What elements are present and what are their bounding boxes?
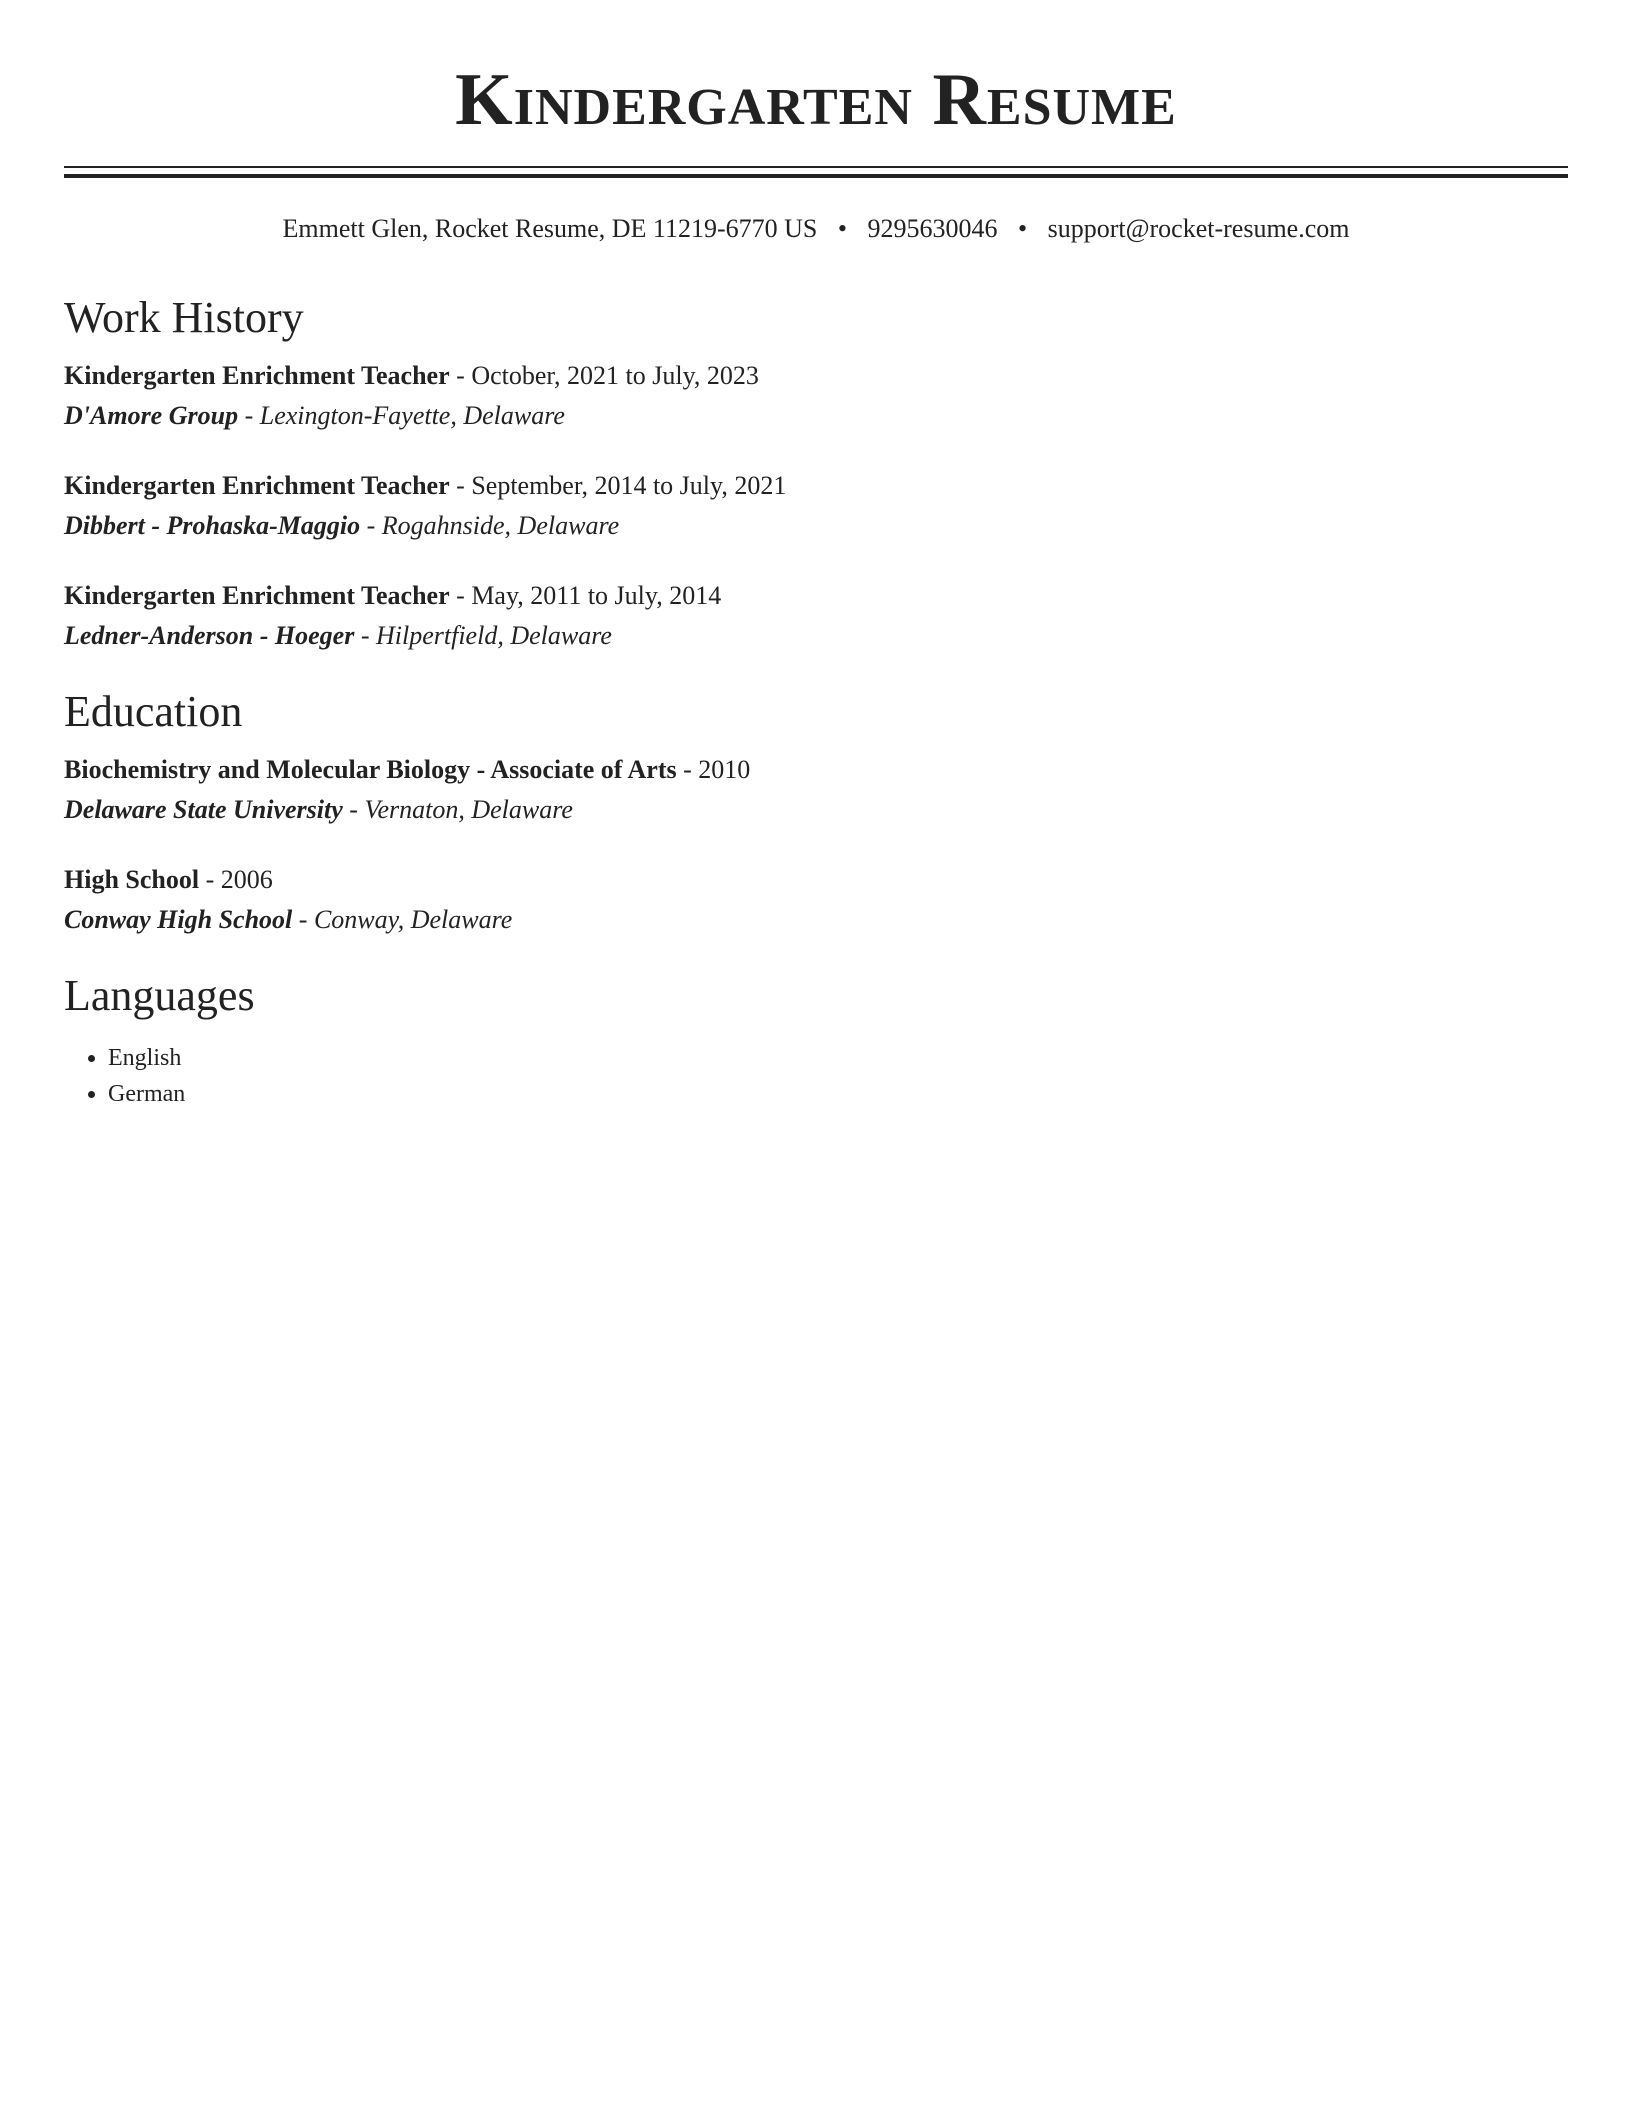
work-location: Lexington-Fayette, Delaware bbox=[259, 401, 565, 430]
contact-separator: • bbox=[837, 214, 847, 243]
work-entry-title-line bbox=[64, 356, 1568, 396]
contact-phone: 9295630046 bbox=[867, 214, 998, 243]
work-entry-org-line bbox=[64, 396, 1568, 436]
education-location: Vernaton, Delaware bbox=[364, 795, 573, 824]
education-school-line bbox=[64, 790, 1568, 830]
title-divider-thick bbox=[64, 174, 1568, 178]
work-role: Kindergarten Enrichment Teacher bbox=[64, 361, 450, 390]
work-dates: September, 2014 to July, 2021 bbox=[471, 471, 787, 500]
work-entry-title-line bbox=[64, 466, 1568, 506]
education-degree-line bbox=[64, 860, 1568, 900]
work-role: Kindergarten Enrichment Teacher bbox=[64, 581, 450, 610]
work-entry-title-line bbox=[64, 576, 1568, 616]
dash: - bbox=[354, 621, 376, 650]
dash: - bbox=[449, 471, 472, 500]
work-entry bbox=[64, 356, 1568, 436]
contact-email[interactable]: support@rocket-resume.com bbox=[1047, 214, 1350, 243]
languages-heading: Languages bbox=[64, 971, 255, 1020]
work-organization: D'Amore Group bbox=[64, 401, 239, 430]
language-item: • German bbox=[108, 1076, 1568, 1112]
education-entry bbox=[64, 860, 1568, 940]
contact-separator: • bbox=[1017, 214, 1028, 243]
education-year: 2010 bbox=[698, 755, 751, 784]
work-role: Kindergarten Enrichment Teacher bbox=[64, 471, 450, 500]
education-degree: Biochemistry and Molecular Biology - Associate of Arts bbox=[64, 755, 677, 784]
dash: - bbox=[676, 755, 699, 784]
work-entry-org-line bbox=[64, 616, 1568, 656]
dash: - bbox=[449, 581, 472, 610]
education-location: Conway, Delaware bbox=[313, 905, 513, 934]
contact-line bbox=[64, 212, 1568, 246]
work-dates: October, 2021 to July, 2023 bbox=[471, 361, 759, 390]
work-organization: Dibbert - Prohaska-Maggio bbox=[64, 511, 361, 540]
dash: - bbox=[199, 865, 221, 894]
resume-title: Kindergarten Resume bbox=[455, 59, 1177, 141]
education-entry bbox=[64, 750, 1568, 830]
education-school: Delaware State University bbox=[64, 795, 343, 824]
education-degree-line bbox=[64, 750, 1568, 790]
languages-list bbox=[64, 1040, 1568, 1112]
work-entry bbox=[64, 466, 1568, 546]
work-dates: May, 2011 to July, 2014 bbox=[471, 581, 722, 610]
dash: - bbox=[449, 361, 472, 390]
resume-page bbox=[64, 0, 1568, 1112]
dash: - bbox=[360, 511, 382, 540]
education-degree: High School bbox=[64, 865, 200, 894]
education-school-line bbox=[64, 900, 1568, 940]
language-item: • English bbox=[108, 1040, 1568, 1076]
contact-address: Emmett Glen, Rocket Resume, DE 11219-6770 US bbox=[282, 214, 818, 243]
work-history-heading: Work History bbox=[64, 293, 304, 342]
dash: - bbox=[292, 905, 314, 934]
title-divider-thin bbox=[64, 166, 1568, 168]
dash: - bbox=[342, 795, 365, 824]
dash: - bbox=[238, 401, 260, 430]
education-year: 2006 bbox=[220, 865, 273, 894]
work-organization: Ledner-Anderson - Hoeger bbox=[64, 621, 355, 650]
education-heading: Education bbox=[64, 687, 243, 736]
work-entry-org-line bbox=[64, 506, 1568, 546]
work-location: Hilpertfield, Delaware bbox=[376, 621, 612, 650]
work-location: Rogahnside, Delaware bbox=[381, 511, 620, 540]
education-school: Conway High School bbox=[64, 905, 293, 934]
work-entry bbox=[64, 576, 1568, 656]
